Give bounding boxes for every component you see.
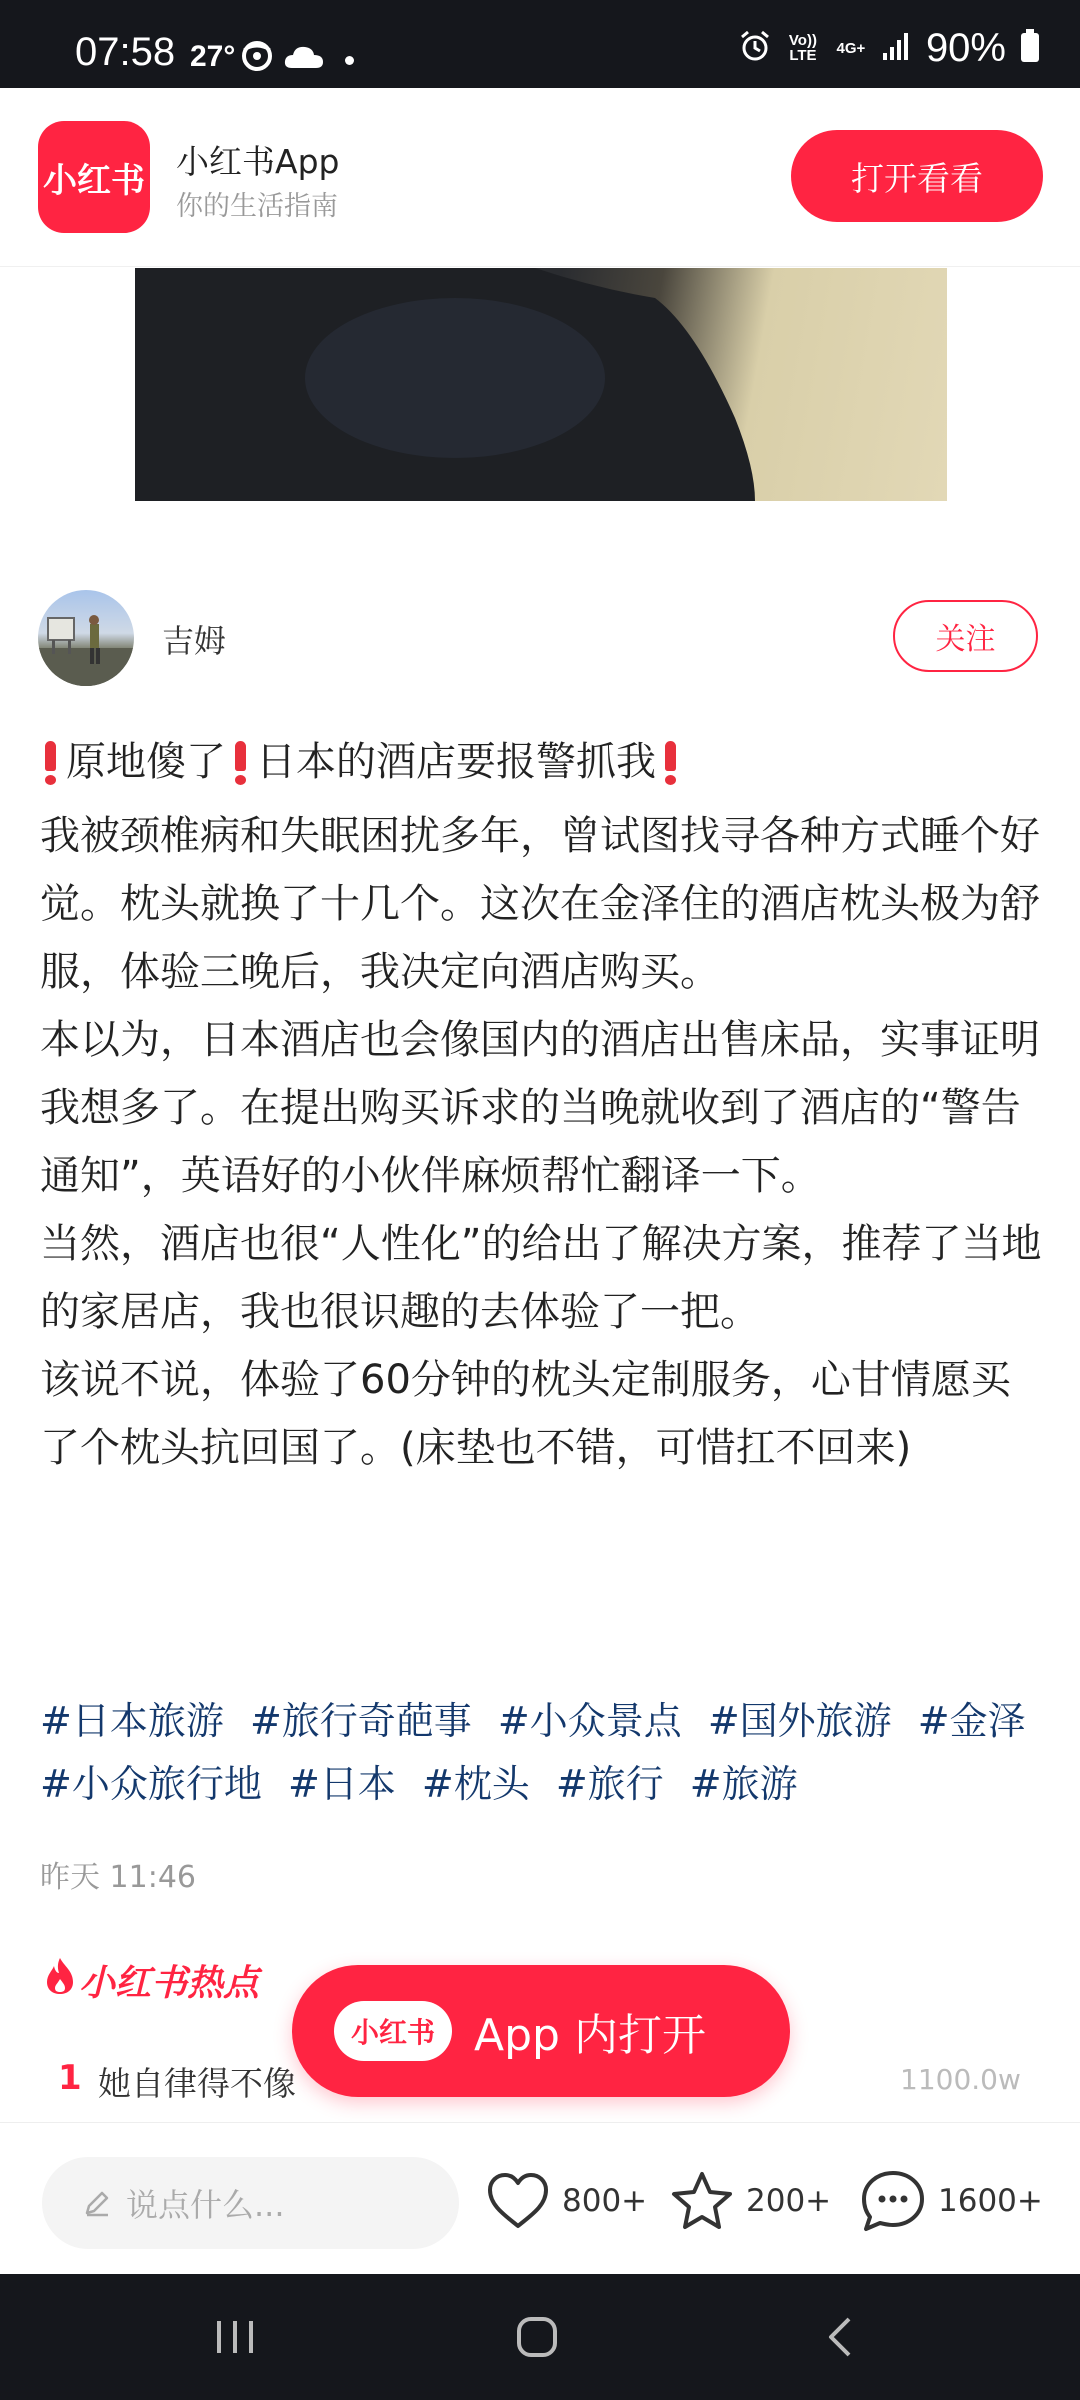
post-body [40, 802, 1045, 1482]
star-icon [670, 2170, 734, 2232]
comment-placeholder: 说点什么... [126, 2186, 285, 2224]
bottom-action-bar [0, 2122, 1080, 2275]
post-date: 昨天 11:46 [40, 1860, 196, 1895]
hashtag-link[interactable]: #旅行奇葩事 [249, 1699, 472, 1743]
network-label: 4G+ [836, 39, 866, 57]
comment-button[interactable] [860, 2153, 1043, 2249]
hashtag-link[interactable]: #国外旅游 [707, 1699, 892, 1743]
hashtag-link[interactable]: #金泽 [917, 1699, 1026, 1743]
hashtag-link[interactable]: #日本 [287, 1762, 396, 1806]
hashtag-link[interactable]: #日本旅游 [40, 1699, 224, 1743]
app-download-banner [0, 88, 1080, 267]
hot-section-title: 小红书热点 [79, 1963, 260, 2004]
cloud-icon [284, 44, 324, 74]
hashtag-link[interactable]: #旅行 [555, 1762, 664, 1806]
exclamation-icon [40, 739, 60, 785]
battery-icon [1020, 29, 1040, 68]
volte-label: Vo)) LTE [788, 32, 817, 64]
battery-percent: 90% [925, 25, 1006, 70]
app-name: 小红书App [176, 142, 340, 181]
author-avatar[interactable] [38, 590, 134, 686]
recent-apps-button[interactable] [195, 2302, 275, 2372]
flame-icon [45, 1957, 75, 2004]
hashtag-link[interactable]: #旅游 [689, 1762, 798, 1806]
collect-count: 200+ [746, 2183, 832, 2219]
author-name[interactable]: 吉姆 [162, 622, 227, 660]
system-navigation-bar [0, 2274, 1080, 2400]
post-title [40, 735, 1050, 789]
post-title-part-1: 原地傻了 [66, 739, 226, 785]
pencil-icon [82, 2188, 112, 2218]
post-title-part-2: 日本的酒店要报警抓我 [256, 739, 656, 785]
hot-item-rank: 1 [58, 2058, 82, 2098]
hot-item-title[interactable]: 她自律得不像 [98, 2064, 296, 2103]
post-paragraph: 我被颈椎病和失眠困扰多年，曾试图找寻各种方式睡个好觉。枕头就换了十几个。这次在金泽住的酒店枕头极为舒服，体验三晚后，我决定向酒店购买。 [40, 813, 1040, 995]
hashtag-link[interactable]: #小众旅行地 [40, 1762, 262, 1806]
comment-bubble-icon [860, 2169, 926, 2233]
open-in-app-floating-button[interactable] [292, 1965, 790, 2097]
open-app-button[interactable]: 打开看看 [791, 130, 1043, 222]
post-paragraph: 当然，酒店也很“人性化”的给出了解决方案，推荐了当地的家居店，我也很识趣的去体验了一把。 [40, 1221, 1042, 1335]
home-button[interactable] [497, 2302, 577, 2372]
comment-input[interactable] [42, 2157, 459, 2249]
follow-button[interactable]: 关注 [893, 600, 1038, 672]
status-temperature: 27° [190, 40, 236, 73]
open-in-app-label: App 内打开 [474, 2010, 706, 2061]
like-button[interactable] [486, 2153, 647, 2249]
post-paragraph: 本以为，日本酒店也会像国内的酒店出售床品，实事证明我想多了。在提出购买诉求的当晚就收到了酒店的“警告通知”，英语好的小伙伴麻烦帮忙翻译一下。 [40, 1017, 1040, 1199]
post-tags [40, 1690, 1050, 1816]
post-paragraph: 该说不说，体验了60分钟的枕头定制服务，心甘情愿买了个枕头抗回国了。(床垫也不错，可惜扛不回来) [40, 1357, 1011, 1471]
signal-bars-icon [882, 31, 912, 66]
notification-dot-icon [345, 56, 354, 65]
like-count: 800+ [562, 2183, 648, 2219]
app-logo-pill: 小红书 [334, 2001, 452, 2061]
back-button[interactable] [800, 2302, 880, 2372]
status-bar [0, 0, 1080, 88]
hot-section-header [45, 1955, 259, 2006]
app-logo: 小红书 [38, 121, 150, 233]
hot-item-count: 1100.0w [900, 2063, 1021, 2096]
status-time: 07:58 [75, 30, 176, 74]
exclamation-icon [230, 739, 250, 785]
collect-button[interactable] [670, 2153, 831, 2249]
alarm-icon [738, 29, 772, 68]
hashtag-link[interactable]: #小众景点 [497, 1699, 682, 1743]
weather-storm-icon [238, 40, 276, 76]
exclamation-icon [660, 739, 680, 785]
app-tagline: 你的生活指南 [176, 191, 338, 222]
status-right-group [738, 25, 1040, 70]
hashtag-link[interactable]: #枕头 [421, 1762, 530, 1806]
heart-icon [486, 2172, 550, 2230]
post-image[interactable] [135, 268, 947, 501]
comment-count: 1600+ [938, 2183, 1043, 2219]
